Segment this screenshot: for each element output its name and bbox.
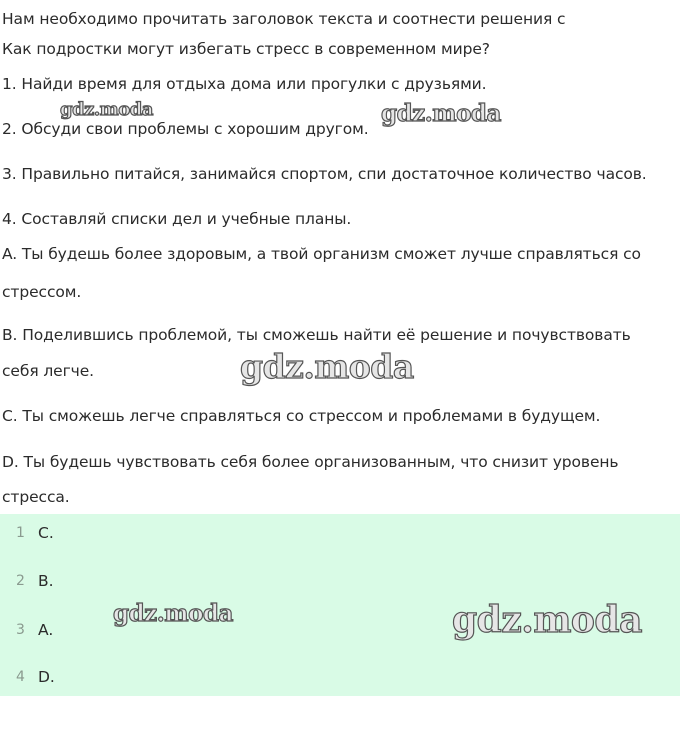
outcome-b-line-2: себя легче. [2, 362, 94, 380]
watermark: gdz.moda [452, 599, 642, 641]
answer-number: 3 [16, 622, 25, 638]
answer-value: A. [38, 621, 54, 639]
advice-item-1: 1. Найди время для отдыха дома или прогулки с друзьями. [2, 75, 487, 93]
outcome-b-line-1: B. Поделившись проблемой, ты сможешь найти её решение и почувствовать [2, 326, 631, 344]
instruction-text: Нам необходимо прочитать заголовок текста и соотнести решения с [2, 10, 566, 28]
watermark: gdz.moda [60, 99, 153, 120]
watermark: gdz.moda [381, 100, 501, 127]
question-title: Как подростки могут избегать стресс в современном мире? [2, 40, 490, 58]
answer-number: 1 [16, 525, 25, 541]
answer-value: D. [38, 668, 55, 686]
outcome-c-line-1: C. Ты сможешь легче справляться со стрессом и проблемами в будущем. [2, 407, 601, 425]
outcome-a-line-2: стрессом. [2, 283, 82, 301]
answer-row-4 [0, 662, 680, 692]
answer-row-1 [0, 518, 680, 548]
advice-item-2: 2. Обсуди свои проблемы с хорошим другом. [2, 120, 369, 138]
watermark: gdz.moda [240, 347, 414, 386]
outcome-d-line-2: стресса. [2, 488, 70, 506]
answer-value: B. [38, 572, 54, 590]
watermark: gdz.moda [113, 600, 233, 627]
advice-item-3: 3. Правильно питайся, занимайся спортом, спи достаточное количество часов. [2, 165, 647, 183]
answer-number: 2 [16, 573, 25, 589]
outcome-d-line-1: D. Ты будешь чувствовать себя более организованным, что снизит уровень [2, 453, 619, 471]
outcome-a-line-1: A. Ты будешь более здоровым, а твой организм сможет лучше справляться со [2, 245, 641, 263]
answer-number: 4 [16, 669, 25, 685]
advice-item-4: 4. Составляй списки дел и учебные планы. [2, 210, 352, 228]
answer-value: C. [38, 524, 54, 542]
answer-row-2 [0, 566, 680, 596]
